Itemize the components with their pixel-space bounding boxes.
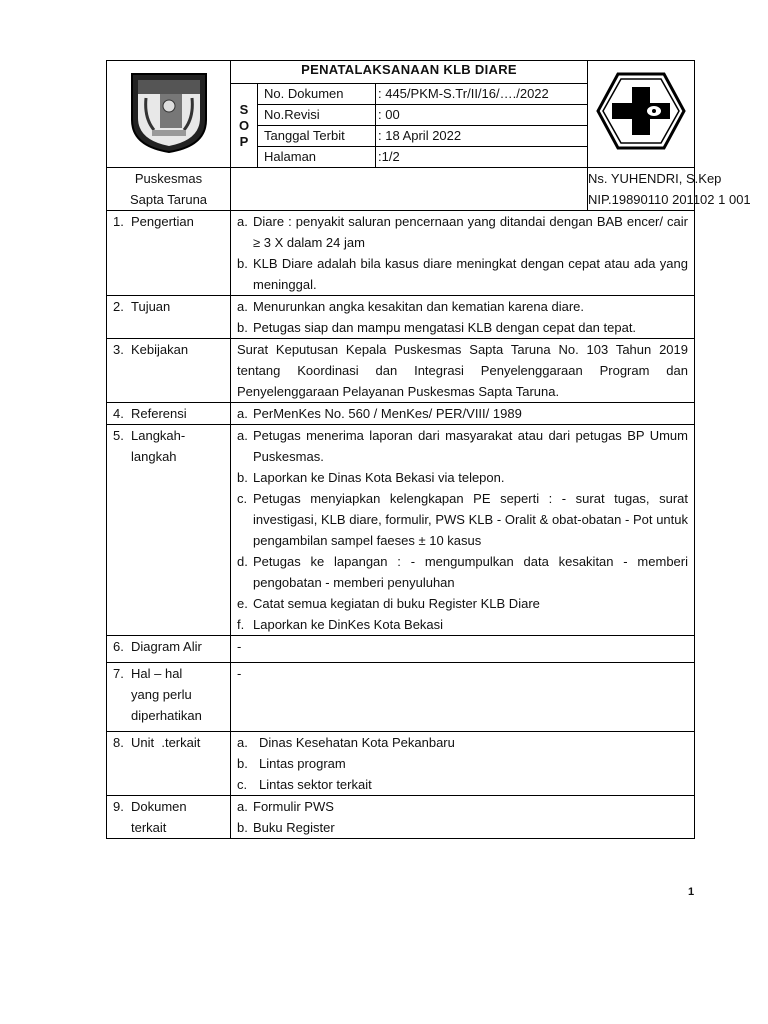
issue-date-value: : 18 April 2022 xyxy=(376,126,588,147)
section-label-unit: 8. Unit .terkait xyxy=(107,732,231,796)
page-number: 1 xyxy=(688,886,695,898)
list-item: b. Petugas siap dan mampu mengatasi KLB dengan cepat dan tepat. xyxy=(237,320,637,335)
list-item: a. Petugas menerima laporan dari masyarakat atau dari petugas BP Umum Puskesmas. xyxy=(237,428,688,464)
list-item: a. Menurunkan angka kesakitan dan kematian karena diare. xyxy=(237,299,584,314)
list-item: a. Dinas Kesehatan Kota Pekanbaru xyxy=(237,735,455,750)
doc-number-label: No. Dokumen xyxy=(258,84,376,105)
section-label-hal: 7. Hal – hal yang perlu diperhatikan xyxy=(107,663,231,732)
list-item: c. Petugas menyiapkan kelengkapan PE seperti : - surat tugas, surat investigasi, KLB diare, formulir, PWS KLB - Oralit & obat-obatan - Pot untuk pengambilan sampel faeses ± 10 kasus xyxy=(237,491,688,548)
sop-letter-o: O xyxy=(238,117,250,133)
section-label-diagram: 6. Diagram Alir xyxy=(107,636,231,663)
list-item: a. Diare : penyakit saluran pencernaan yang ditandai dengan BAB encer/ cair ≥ 3 X dalam 24 jam xyxy=(237,214,688,250)
org-line-2: Sapta Taruna xyxy=(129,192,208,207)
list-item: a. Formulir PWS xyxy=(237,799,334,814)
page-value: :1/2 xyxy=(376,147,588,168)
org-line-1: Puskesmas xyxy=(134,171,203,186)
municipal-logo-cell xyxy=(107,61,231,168)
section-label-langkah: 5. Langkah- langkah xyxy=(107,425,231,636)
section-label-tujuan: 2. Tujuan xyxy=(107,296,231,339)
page-label: Halaman xyxy=(258,147,376,168)
section-content-kebijakan xyxy=(231,339,695,403)
city-crest-logo xyxy=(126,68,212,154)
section-label-referensi: 4. Referensi xyxy=(107,403,231,425)
list-item: b. Lintas program xyxy=(237,756,346,771)
issue-date-label: Tanggal Terbit xyxy=(258,126,376,147)
list-item: e. Catat semua kegiatan di buku Register KLB Diare xyxy=(237,596,540,611)
list-item: c. Lintas sektor terkait xyxy=(237,777,372,792)
signer-nip: NIP.19890110 201102 1 001 xyxy=(588,192,751,207)
document-title: PENATALAKSANAAN KLB DIARE xyxy=(231,61,588,84)
health-cross-logo xyxy=(596,71,686,151)
section-content-diagram: - xyxy=(231,636,695,663)
list-item: b. Buku Register xyxy=(237,820,335,835)
section-content-pengertian xyxy=(231,211,695,296)
list-item: b. KLB Diare adalah bila kasus diare meningkat dengan cepat atau ada yang meninggal. xyxy=(237,256,688,292)
sop-document-table xyxy=(106,60,751,839)
section-content-hal: - xyxy=(231,663,695,732)
section-content-referensi xyxy=(231,403,695,425)
section-content-tujuan xyxy=(231,296,695,339)
blank-signature-cell xyxy=(231,168,588,211)
list-item: d. Petugas ke lapangan : - mengumpulkan data kesakitan - memberi pengobatan - memberi penyuluhan xyxy=(237,554,688,590)
signer-name: Ns. YUHENDRI, S.Kep xyxy=(588,171,722,186)
sop-label xyxy=(231,84,258,168)
puskesmas-logo-cell xyxy=(588,61,695,168)
section-content-langkah xyxy=(231,425,695,636)
organization-cell xyxy=(107,168,231,211)
signer-cell xyxy=(588,168,751,211)
list-item: b. Laporkan ke Dinas Kota Bekasi via telepon. xyxy=(237,470,505,485)
revision-label: No.Revisi xyxy=(258,105,376,126)
section-content-unit xyxy=(231,732,695,796)
doc-number-value: : 445/PKM-S.Tr/II/16/…./2022 xyxy=(376,84,588,105)
policy-text: Surat Keputusan Kepala Puskesmas Sapta Taruna No. 103 Tahun 2019 tentang Koordinasi dan Integrasi Penyelenggaraan Program dan Penyelenggaraan Pelayanan Puskesmas Sapta Taruna. xyxy=(237,342,688,399)
sop-letter-p: P xyxy=(239,133,249,149)
list-item: f. Laporkan ke DinKes Kota Bekasi xyxy=(237,617,444,632)
section-label-kebijakan: 3. Kebijakan xyxy=(107,339,231,403)
section-label-pengertian: 1. Pengertian xyxy=(107,211,231,296)
list-item: a. PerMenKes No. 560 / MenKes/ PER/VIII/ 1989 xyxy=(237,406,522,421)
section-label-dokumen: 9. Dokumen terkait xyxy=(107,796,231,839)
sop-letter-s: S xyxy=(239,101,249,117)
section-content-dokumen xyxy=(231,796,695,839)
revision-value: : 00 xyxy=(376,105,588,126)
